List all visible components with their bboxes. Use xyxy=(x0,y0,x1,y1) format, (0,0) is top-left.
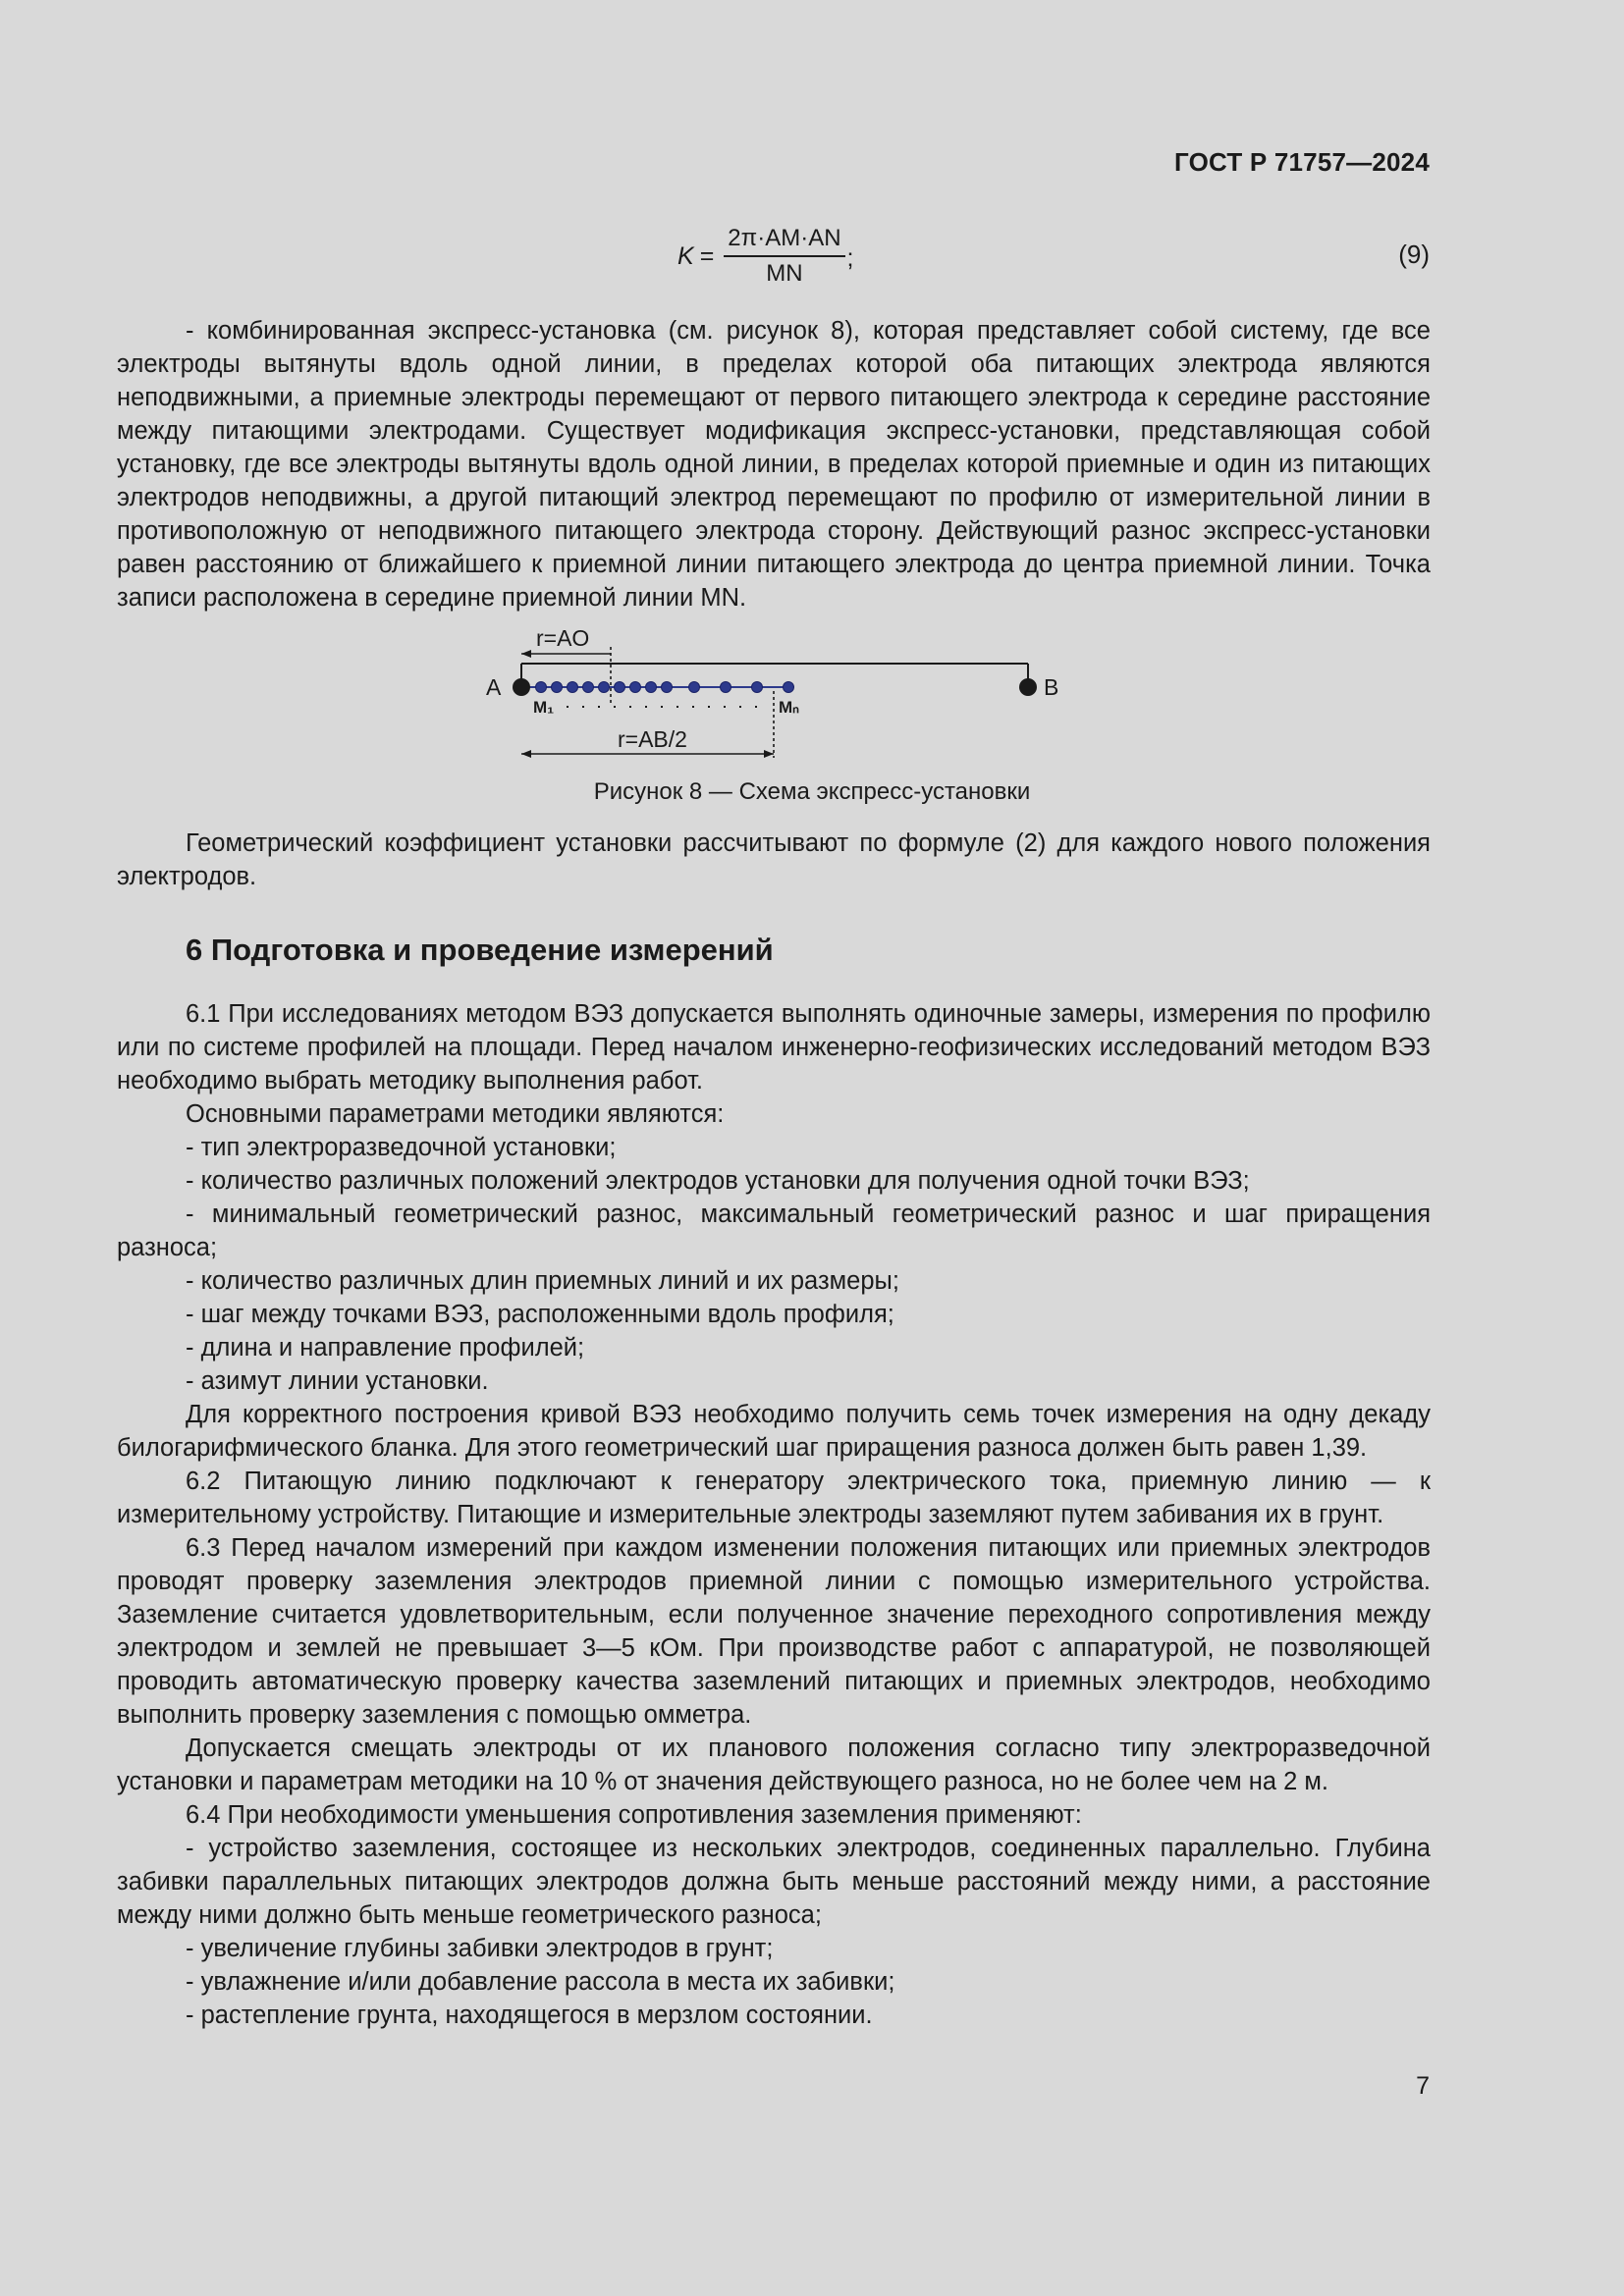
receiver-electrode xyxy=(752,682,763,693)
param-item: - количество различных длин приемных линий и их размеры; xyxy=(186,1267,899,1295)
express-setup-schematic xyxy=(476,624,1124,772)
figure-caption: Рисунок 8 — Схема экспресс-установки xyxy=(593,778,1031,805)
formula-number: (9) xyxy=(1398,240,1430,269)
document-id: ГОСТ Р 71757—2024 xyxy=(1174,147,1430,177)
grounding-item: - растепление грунта, находящегося в мерзлом состоянии. xyxy=(186,2002,873,2029)
formula-9 xyxy=(0,222,1624,291)
param-item: - минимальный геометрический разнос, максимальный геометрический разнос и шаг приращения разноса; xyxy=(117,1201,1431,1261)
section-body xyxy=(117,997,1431,2032)
receiver-electrode xyxy=(689,682,700,693)
param-item: - длина и направление профилей; xyxy=(186,1334,585,1362)
grounding-item: - увеличение глубины забивки электродов в грунт; xyxy=(186,1935,774,1962)
r-ao-arrow-head xyxy=(521,650,531,658)
r-ab2-arrow-head-right xyxy=(764,750,774,758)
receiver-electrode xyxy=(615,682,625,693)
paragraph-6-1: 6.1 При исследованиях методом ВЭЗ допускается выполнять одиночные замеры, измерения по профилю или по системе профилей на площади. Перед началом инженерно-геофизических исследований методом ВЭЗ необходимо выбрать методику выполнения работ. xyxy=(117,1000,1431,1095)
receiver-electrode xyxy=(784,682,794,693)
intro-paragraph: - комбинированная экспресс-установка (см. рисунок 8), которая представляет собой систему, где все электроды вытянуты вдоль одной линии, в пределах которой оба питающих электрода являются неподвижными, а приемные электроды перемещают от первого питающего электрода к середине расстояние между питающими электродами. Существует модификация экспресс-установки, представляющая собой установку, где все электроды вытянуты вдоль одной линии, в пределах которой приемные и один из питающих электродов неподвижны, а другой питающий электрод перемещают по профилю от измерительной линии в противоположную от неподвижного питающего электрода сторону. Действующий разнос экспресс-установки равен расстоянию от ближайшего к приемной линии питающего электрода до центра приемной линии. Точка записи расположена в середине приемной линии MN. xyxy=(117,317,1431,612)
paragraph-6-2: 6.2 Питающую линию подключают к генератору электрического тока, приемную линию — к измерительному устройству. Питающие и измерительные электроды заземляют путем забивания их в грунт. xyxy=(117,1468,1431,1528)
formula-equals: = xyxy=(699,241,715,270)
grounding-item: - увлажнение и/или добавление рассола в места их забивки; xyxy=(186,1968,895,1996)
receiver-electrode xyxy=(536,682,547,693)
formula-semicolon: ; xyxy=(846,243,854,272)
formula-k-symbol: K xyxy=(677,241,694,270)
param-item: - количество различных положений электродов установки для получения одной точки ВЭЗ; xyxy=(186,1167,1250,1195)
receiver-electrode xyxy=(662,682,673,693)
receiver-electrode xyxy=(646,682,657,693)
formula-denominator: MN xyxy=(766,260,803,287)
electrode-b xyxy=(1019,678,1037,696)
figure-8-diagram xyxy=(476,624,1124,772)
receiver-electrode xyxy=(583,682,594,693)
paragraph-6-3: 6.3 Перед началом измерений при каждом изменении положения питающих или приемных электродов проводят проверку заземления электродов приемной линии с помощью измерительного устройства. Заземление считается удовлетворительным, если полученное значение переходного сопротивления между электродом и землей не превышает 3—5 кОм. При производстве работ с аппаратурой, не позволяющей проводить автоматическую проверку качества заземлений питающих и приемных электродов, необходимо выполнить проверку заземления с помощью омметра. xyxy=(117,1534,1431,1729)
param-item: - азимут линии установки. xyxy=(186,1367,489,1395)
grounding-item: - устройство заземления, состоящее из нескольких электродов, соединенных параллельно. Глубина забивки параллельных питающих электродов должна быть меньше расстояний между ними, а расстояние между ними должно быть меньше геометрического разноса; xyxy=(117,1835,1431,1929)
paragraph-6-4: 6.4 При необходимости уменьшения сопротивления заземления применяют: xyxy=(186,1801,1082,1829)
label-r-ao: r=AO xyxy=(536,625,590,651)
receiver-electrode xyxy=(630,682,641,693)
receiver-electrodes xyxy=(536,682,794,693)
params-intro: Основными параметрами методики являются: xyxy=(186,1100,725,1128)
label-a: A xyxy=(486,674,502,700)
curve-paragraph: Для корректного построения кривой ВЭЗ необходимо получить семь точек измерения на одну декаду билогарифмического бланка. Для этого геометрический шаг приращения разноса должен быть равен 1,39. xyxy=(117,1401,1431,1462)
r-ab2-arrow-head-left xyxy=(521,750,531,758)
label-m1: M₁ xyxy=(533,698,555,717)
formula-fraction xyxy=(724,225,844,288)
geometric-coefficient-paragraph: Геометрический коэффициент установки рассчитывают по формуле (2) для каждого нового положения электродов. xyxy=(117,829,1431,890)
receiver-electrode xyxy=(552,682,563,693)
formula-expression xyxy=(677,222,853,291)
electrode-a xyxy=(513,678,530,696)
param-item: - тип электроразведочной установки; xyxy=(186,1134,617,1161)
label-b: B xyxy=(1044,674,1059,700)
receiver-electrode xyxy=(599,682,610,693)
page-number: 7 xyxy=(1416,2072,1430,2100)
param-item: - шаг между точками ВЭЗ, расположенными вдоль профиля; xyxy=(186,1301,894,1328)
receiver-electrode xyxy=(721,682,731,693)
shift-paragraph: Допускается смещать электроды от их планового положения согласно типу электроразведочной установки и параметрам методики на 10 % от значения действующего разноса, но не более чем на 2 м. xyxy=(117,1735,1431,1795)
section-heading: 6 Подготовка и проведение измерений xyxy=(186,933,774,967)
formula-numerator: 2π·AM·AN xyxy=(724,225,844,257)
label-mn: Mₙ xyxy=(779,698,799,717)
label-r-ab2: r=AB/2 xyxy=(618,726,687,752)
receiver-electrode xyxy=(568,682,578,693)
